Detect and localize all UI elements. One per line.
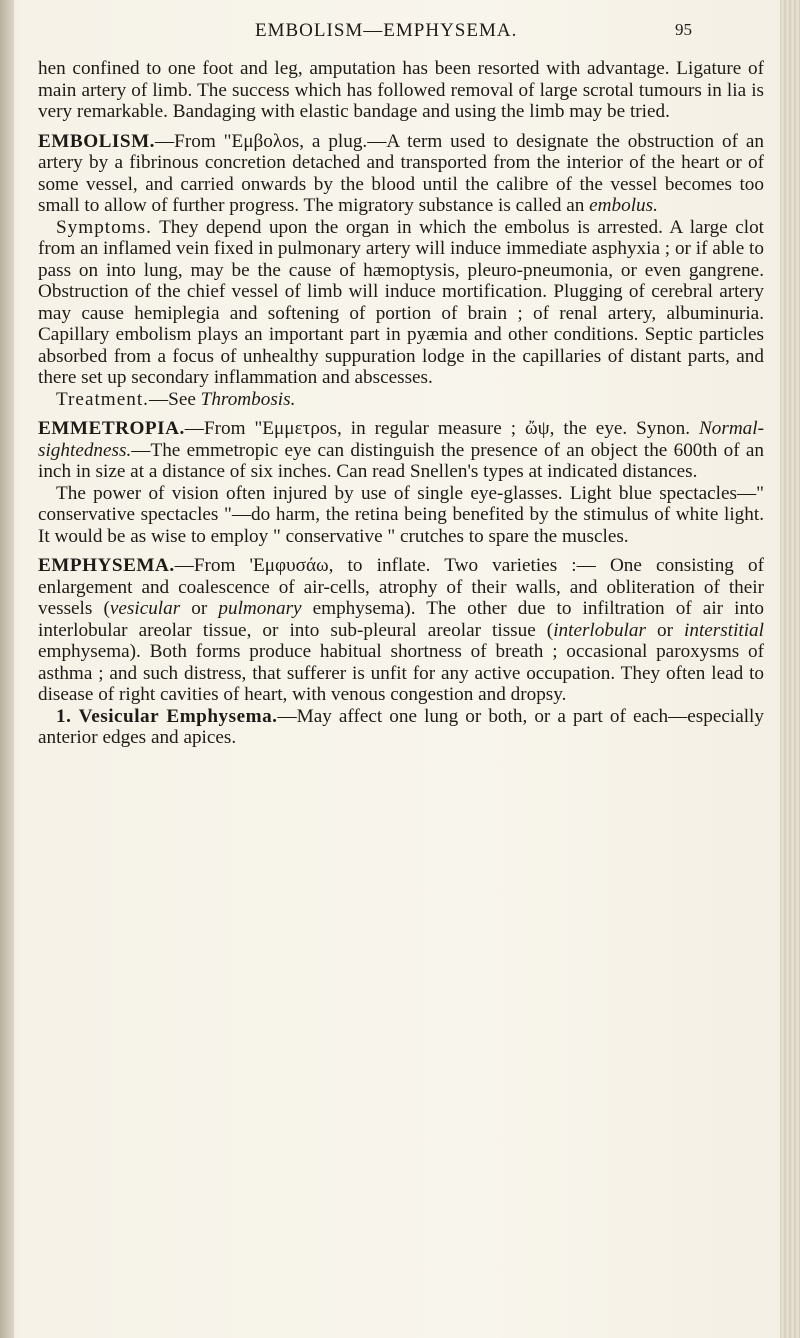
page-edge <box>780 0 800 1338</box>
entry-embolism <box>38 131 764 411</box>
page-body <box>38 58 764 749</box>
page-header <box>40 20 760 50</box>
or-text: or <box>180 598 219 619</box>
entry-term-embolism: EMBOLISM. <box>38 130 155 152</box>
vesicular-emphysema-heading: 1. Vesicular Emphysema. <box>56 705 278 727</box>
pulmonary-term: pulmonary <box>218 598 302 619</box>
embolus-term: embolus. <box>589 195 658 216</box>
emmetropia-synonym: Normal-sightedness. <box>38 418 764 461</box>
interstitial-term: interstitial <box>684 619 764 641</box>
running-head: EMBOLISM—EMPHYSEMA. <box>255 20 518 41</box>
treatment-text: —See <box>148 388 201 410</box>
symptoms-text: They depend upon the organ in which the embolus is arrested. A large clot from an inflamed vein fixed in pulmonary artery will induce immediate asphyxia ; or if able to pass on into lung, may be the cause of hæmoptysis, pleuro-pneumonia, or even gangrene. Obstruction of the chief vessel of limb will induce mortification. Plugging of cerebral artery may cause hemiplegia and softening of portion of brain ; of renal artery, albuminuria. Capillary embolism plays an important part in pyæmia and other conditions. Septic particles absorbed from a focus of unhealthy suppuration lodge in the capillaries of distant parts, and there set up secondary inflammation and abscesses. <box>38 216 764 388</box>
entry-term-emmetropia: EMMETROPIA. <box>38 418 185 439</box>
amputation-paragraph: hen confined to one foot and leg, amputation has been resorted with advantage. Ligature of main artery of limb. The success which has followed removal of large scrotal tumours in lia is very remarkable. Bandaging with elastic bandage and using the limb may be tried. <box>38 58 764 122</box>
page-number: 95 <box>675 20 692 39</box>
or-text-2: or <box>645 619 685 641</box>
treatment-label: Treatment. <box>56 388 149 410</box>
emmetropia-definition-a: —From "Eμμετρos, in regular measure ; ὤψ, the eye. Synon. <box>184 418 699 439</box>
entry-emmetropia <box>38 418 764 547</box>
treatment-reference: Thrombosis. <box>200 388 296 410</box>
entry-emphysema <box>38 555 764 749</box>
interlobular-term: interlobular <box>553 619 646 641</box>
emmetropia-definition-b: —The emmetropic eye can distinguish the presence of an object the 600th of an inch in size at a distance of six inches. Can read Snellen's types at indicated distances. <box>38 439 764 482</box>
emphysema-definition-c: emphysema). Both forms produce habitual shortness of breath ; occasional paroxysms of asthma ; and such distress, that sufferer is unfit for any active occupation. They often lead to disease of right cavities of heart, with venous congestion and dropsy. <box>38 641 764 705</box>
entry-term-emphysema: EMPHYSEMA. <box>38 555 175 576</box>
emmetropia-paragraph-2: The power of vision often injured by use of single eye-glasses. Light blue spectacles—" conservative spectacles "—do harm, the retina being benefited by the stimulus of white light. It would be as wise to employ " conservative " crutches to spare the muscles. <box>38 482 764 547</box>
emphysema-definition-b: emphysema). The other due to infiltration of air into interlobular areolar tissue, or into sub-pleural areolar tissue ( <box>38 598 764 641</box>
symptoms-label: Symptoms. <box>56 216 152 238</box>
vesicular-term: vesicular <box>109 598 181 619</box>
page-gutter <box>0 0 14 1338</box>
emphysema-definition-a: —From 'Eμφυσάω, to inflate. Two varieties :— One consisting of enlargement and coalescence of air-cells, atrophy of their walls, and obliteration of their vessels ( <box>38 555 764 619</box>
embolism-definition: —From "Eμβoλos, a plug.—A term used to designate the obstruction of an artery by a fibrinous concretion detached and transported from the interior of the heart or of some vessel, and carried onwards by the blood until the calibre of the vessel becomes too small to allow of further progress. The migratory substance is called an <box>38 130 764 216</box>
vesicular-emphysema-text: —May affect one lung or both, or a part of each—especially anterior edges and apices. <box>38 705 764 748</box>
